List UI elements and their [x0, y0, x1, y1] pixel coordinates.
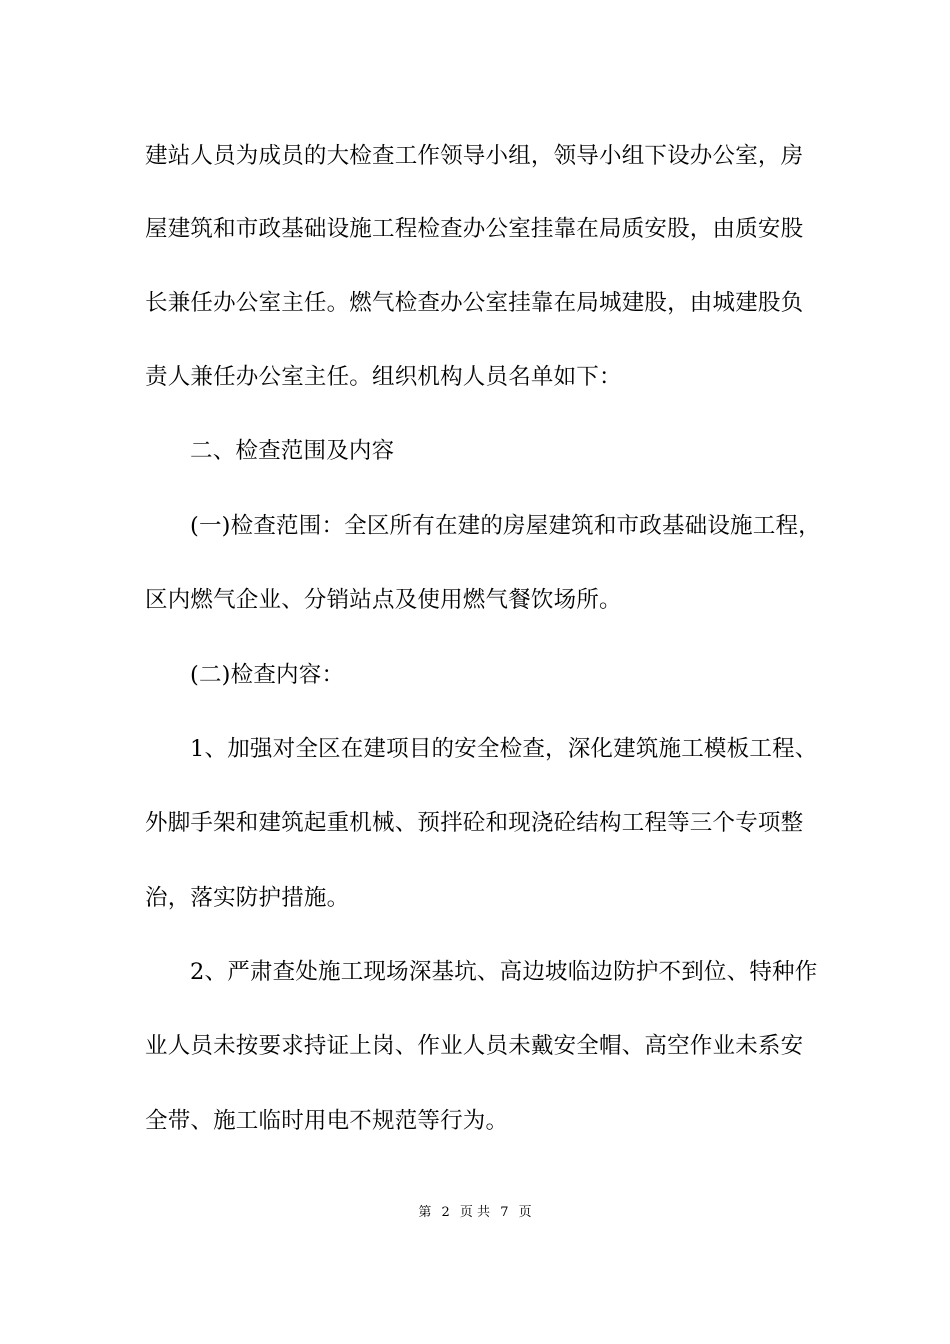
- page-footer: [0, 1204, 950, 1222]
- footer-suffix: 页: [518, 1205, 532, 1220]
- paragraph-line: 长兼任办公室主任。燃气检查办公室挂靠在局城建股，由城建股负: [145, 290, 804, 316]
- paragraph-line: 全带、施工临时用电不规范等行为。: [145, 1108, 509, 1134]
- paragraph-line: 区内燃气企业、分销站点及使用燃气餐饮场所。: [145, 587, 622, 613]
- footer-total-pages: 7: [500, 1205, 509, 1220]
- paragraph-line: 2、严肃查处施工现场深基坑、高边坡临边防护不到位、特种作: [190, 959, 818, 985]
- paragraph-line: 外脚手架和建筑起重机械、预拌砼和现浇砼结构工程等三个专项整: [145, 810, 804, 836]
- footer-prefix: 第: [418, 1205, 432, 1220]
- paragraph-line: 治，落实防护措施。: [145, 885, 350, 911]
- paragraph-line: (二)检查内容：: [190, 662, 345, 688]
- section-heading: 二、检查范围及内容: [190, 438, 395, 464]
- footer-middle: 页 共: [459, 1205, 491, 1220]
- paragraph-line: 责人兼任办公室主任。组织机构人员名单如下：: [145, 364, 622, 390]
- paragraph-line: 1、加强对全区在建项目的安全检查，深化建筑施工模板工程、: [190, 736, 818, 762]
- footer-page-number: 2: [441, 1205, 450, 1220]
- paragraph-line: 业人员未按要求持证上岗、作业人员未戴安全帽、高空作业未系安: [145, 1033, 804, 1059]
- paragraph-line: 屋建筑和市政基础设施工程检查办公室挂靠在局质安股，由质安股: [145, 216, 804, 242]
- paragraph-line: 建站人员为成员的大检查工作领导小组，领导小组下设办公室，房: [145, 143, 804, 169]
- paragraph-line: (一)检查范围：全区所有在建的房屋建筑和市政基础设施工程，: [190, 513, 821, 539]
